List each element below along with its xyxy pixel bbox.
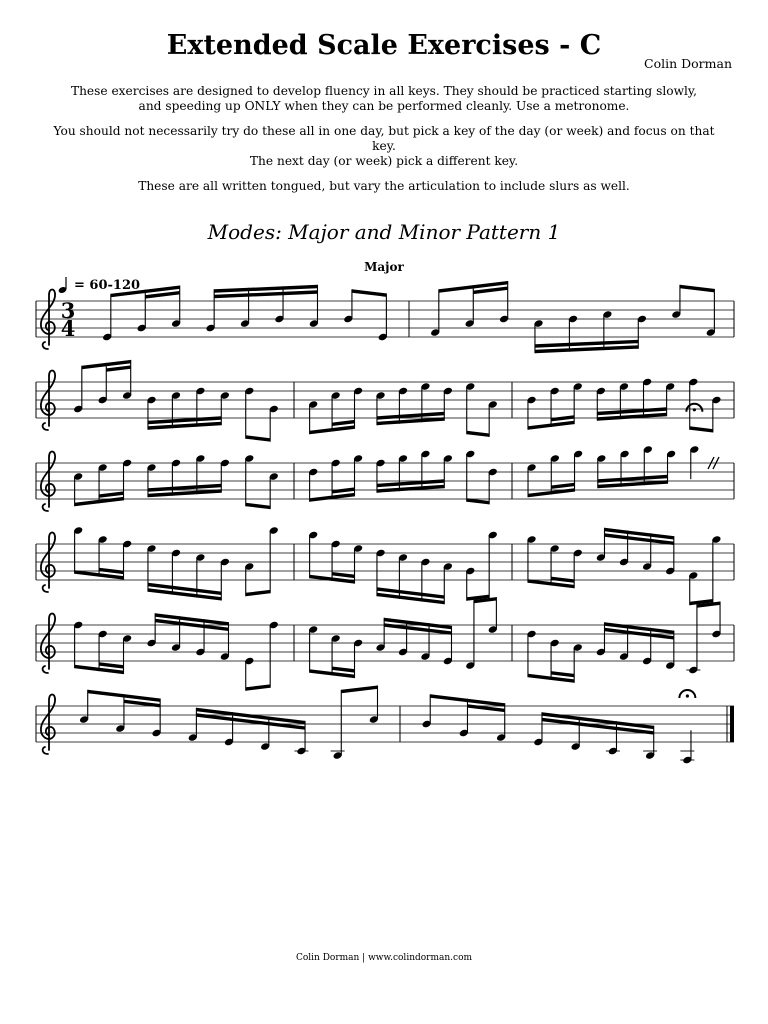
final-barline-thick: [730, 706, 734, 742]
composer-name: Colin Dorman: [644, 56, 732, 71]
tempo-text: = 60-120: [74, 277, 141, 293]
intro-line: and speeding up ONLY when they can be performed cleanly. Use a metronome.: [138, 99, 630, 113]
fermata-dot: [686, 694, 689, 697]
fermata-dot: [693, 408, 696, 411]
intro-line: These are all written tongued, but vary the articulation to include slurs as well.: [138, 179, 630, 193]
note-beam-secondary: [99, 662, 123, 668]
note-beam-primary: [246, 590, 270, 596]
note-beam-secondary: [551, 577, 574, 583]
note-beam-secondary: [551, 671, 574, 677]
note-beam-secondary: [332, 666, 354, 672]
note-beam-primary: [246, 684, 270, 690]
time-signature-top: 3: [60, 298, 76, 323]
footer-credit: Colin Dorman | www.colindorman.com: [295, 953, 473, 963]
note-beam-secondary: [551, 483, 574, 489]
time-signature-bottom: 4: [60, 316, 76, 341]
page-title: Extended Scale Exercises - C: [166, 30, 602, 61]
note-beam-primary: [246, 435, 270, 441]
note-beam-secondary: [332, 487, 354, 493]
intro-line: The next day (or week) pick a different key.: [249, 154, 519, 168]
note-beam-primary: [246, 503, 270, 509]
note-beam-primary: [341, 685, 377, 693]
note-beam-primary: [352, 289, 386, 297]
note-beam-secondary: [551, 415, 574, 421]
note-beam-secondary: [99, 568, 123, 574]
note-beam-secondary: [99, 491, 123, 497]
intro-line: These exercises are designed to develop fluency in all keys. They should be practiced starting slowly,: [70, 84, 698, 98]
intro-line: You should not necessarily try do these all in one day, but pick a key of the day (or week) and focus on that key.: [53, 124, 715, 153]
note-beam-secondary: [106, 365, 130, 371]
subsection-title: Major: [364, 260, 404, 274]
note-beam-primary: [680, 285, 714, 293]
note-beam-secondary: [332, 572, 354, 578]
note-beam-secondary: [332, 420, 354, 426]
section-title: Modes: Major and Minor Pattern 1: [207, 220, 561, 244]
note-beam-primary: [467, 431, 489, 437]
note-beam-primary: [690, 426, 713, 432]
